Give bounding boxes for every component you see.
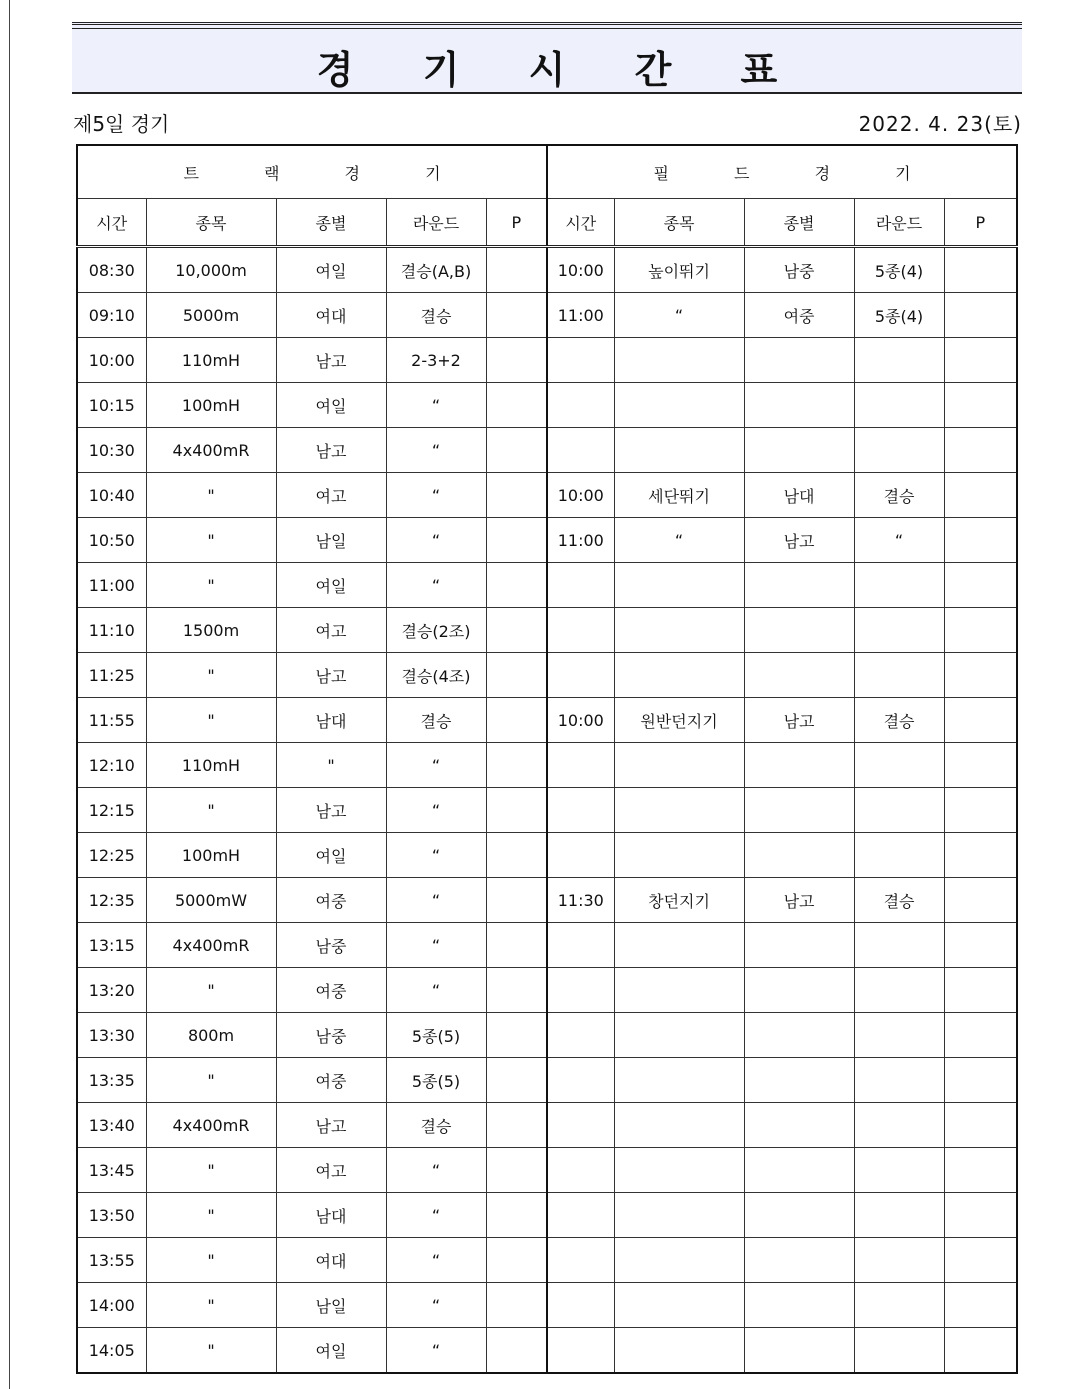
field-p-cell — [944, 428, 1017, 473]
table-row — [77, 968, 1017, 1013]
track-round-cell: “ — [386, 1238, 486, 1283]
track-event-cell: " — [146, 473, 276, 518]
field-event-cell — [614, 968, 744, 1013]
field-event-cell — [614, 563, 744, 608]
track-event-cell: " — [146, 698, 276, 743]
field-event-cell: “ — [614, 518, 744, 563]
track-p-cell — [486, 428, 547, 473]
track-event-cell: " — [146, 968, 276, 1013]
table-row — [77, 383, 1017, 428]
track-round-cell: “ — [386, 563, 486, 608]
field-round-cell: “ — [854, 518, 944, 563]
track-p-cell — [486, 473, 547, 518]
field-p-cell — [944, 1058, 1017, 1103]
track-time-cell: 14:00 — [77, 1283, 146, 1328]
track-event-cell: 1500m — [146, 608, 276, 653]
table-row — [77, 698, 1017, 743]
field-round-cell — [854, 923, 944, 968]
track-round-cell: “ — [386, 1328, 486, 1374]
track-round-cell: “ — [386, 383, 486, 428]
track-division-cell: 여일 — [276, 563, 386, 608]
track-event-cell: 800m — [146, 1013, 276, 1058]
table-row — [77, 1103, 1017, 1148]
track-event-cell: 100mH — [146, 383, 276, 428]
track-time-cell: 13:15 — [77, 923, 146, 968]
field-round-cell — [854, 1148, 944, 1193]
field-round-cell — [854, 1058, 944, 1103]
track-round-cell: “ — [386, 1193, 486, 1238]
track-division-cell: 여일 — [276, 247, 386, 293]
track-time-cell: 13:40 — [77, 1103, 146, 1148]
field-division-cell: 남고 — [744, 878, 854, 923]
field-round-cell: 5종(4) — [854, 247, 944, 293]
field-time-cell: 11:00 — [547, 518, 614, 563]
track-division-cell: 남대 — [276, 1193, 386, 1238]
field-time-cell — [547, 1328, 614, 1374]
field-time-cell — [547, 428, 614, 473]
track-division-cell: 남중 — [276, 1013, 386, 1058]
schedule-body — [77, 247, 1017, 1374]
field-event-cell: 세단뛰기 — [614, 473, 744, 518]
track-event-cell: " — [146, 1283, 276, 1328]
field-division-cell: 남대 — [744, 473, 854, 518]
field-round-cell: 5종(4) — [854, 293, 944, 338]
table-row — [77, 923, 1017, 968]
track-time-cell: 09:10 — [77, 293, 146, 338]
track-division-cell: 여고 — [276, 473, 386, 518]
track-time-cell: 11:25 — [77, 653, 146, 698]
table-row — [77, 247, 1017, 293]
track-event-cell: 110mH — [146, 338, 276, 383]
table-row — [77, 338, 1017, 383]
track-p-cell — [486, 743, 547, 788]
table-row — [77, 833, 1017, 878]
field-time-cell — [547, 1103, 614, 1148]
col-header-time: 시간 — [547, 199, 614, 247]
table-row — [77, 1013, 1017, 1058]
field-round-cell — [854, 833, 944, 878]
table-row — [77, 428, 1017, 473]
track-p-cell — [486, 1283, 547, 1328]
track-round-cell: “ — [386, 473, 486, 518]
field-division-cell — [744, 608, 854, 653]
track-division-cell: 여중 — [276, 878, 386, 923]
field-round-cell — [854, 1283, 944, 1328]
table-row — [77, 1238, 1017, 1283]
field-time-cell — [547, 653, 614, 698]
field-p-cell — [944, 1283, 1017, 1328]
field-division-cell: 남고 — [744, 518, 854, 563]
field-section-header: 필 드 경 기 — [547, 145, 1017, 199]
track-p-cell — [486, 1058, 547, 1103]
field-division-cell — [744, 1328, 854, 1374]
field-p-cell — [944, 518, 1017, 563]
field-division-cell: 여중 — [744, 293, 854, 338]
field-round-cell — [854, 563, 944, 608]
track-p-cell — [486, 1013, 547, 1058]
day-label: 제5일 경기 — [73, 112, 170, 136]
field-round-cell — [854, 1013, 944, 1058]
table-row — [77, 743, 1017, 788]
track-round-cell: 결승(A,B) — [386, 247, 486, 293]
field-p-cell — [944, 247, 1017, 293]
field-event-cell — [614, 923, 744, 968]
track-round-cell: “ — [386, 968, 486, 1013]
field-event-cell: “ — [614, 293, 744, 338]
field-round-cell — [854, 338, 944, 383]
track-event-cell: " — [146, 518, 276, 563]
table-row — [77, 878, 1017, 923]
field-p-cell — [944, 1013, 1017, 1058]
field-division-cell: 남중 — [744, 247, 854, 293]
field-event-cell — [614, 1058, 744, 1103]
track-round-cell: “ — [386, 428, 486, 473]
track-time-cell: 10:50 — [77, 518, 146, 563]
field-division-cell — [744, 1238, 854, 1283]
field-p-cell — [944, 1103, 1017, 1148]
field-p-cell — [944, 653, 1017, 698]
table-row — [77, 788, 1017, 833]
column-header-row — [77, 199, 1017, 247]
track-event-cell: " — [146, 1148, 276, 1193]
field-division-cell — [744, 428, 854, 473]
field-time-cell — [547, 1193, 614, 1238]
field-time-cell: 11:30 — [547, 878, 614, 923]
field-time-cell — [547, 338, 614, 383]
field-event-cell — [614, 428, 744, 473]
track-division-cell: 남고 — [276, 788, 386, 833]
track-round-cell: “ — [386, 1283, 486, 1328]
track-division-cell: 여고 — [276, 1148, 386, 1193]
field-p-cell — [944, 608, 1017, 653]
field-event-cell — [614, 743, 744, 788]
field-division-cell — [744, 563, 854, 608]
field-round-cell — [854, 968, 944, 1013]
field-round-cell — [854, 1103, 944, 1148]
field-time-cell — [547, 383, 614, 428]
field-division-cell — [744, 1103, 854, 1148]
field-p-cell — [944, 923, 1017, 968]
field-time-cell — [547, 608, 614, 653]
track-p-cell — [486, 518, 547, 563]
field-division-cell — [744, 743, 854, 788]
track-division-cell: 남일 — [276, 518, 386, 563]
track-time-cell: 10:00 — [77, 338, 146, 383]
track-p-cell — [486, 563, 547, 608]
table-row — [77, 473, 1017, 518]
track-event-cell: 110mH — [146, 743, 276, 788]
field-time-cell: 10:00 — [547, 473, 614, 518]
field-time-cell: 11:00 — [547, 293, 614, 338]
field-round-cell: 결승 — [854, 698, 944, 743]
track-p-cell — [486, 1193, 547, 1238]
track-p-cell — [486, 338, 547, 383]
track-event-cell: " — [146, 563, 276, 608]
field-p-cell — [944, 473, 1017, 518]
track-p-cell — [486, 608, 547, 653]
track-round-cell: “ — [386, 1148, 486, 1193]
col-header-p: P — [944, 199, 1017, 247]
track-round-cell: 5종(5) — [386, 1013, 486, 1058]
field-round-cell: 결승 — [854, 878, 944, 923]
field-division-cell — [744, 338, 854, 383]
field-time-cell — [547, 968, 614, 1013]
track-p-cell — [486, 878, 547, 923]
field-round-cell — [854, 653, 944, 698]
field-p-cell — [944, 968, 1017, 1013]
track-event-cell: " — [146, 788, 276, 833]
track-p-cell — [486, 788, 547, 833]
field-event-cell — [614, 338, 744, 383]
field-round-cell — [854, 743, 944, 788]
field-division-cell — [744, 1193, 854, 1238]
field-division-cell — [744, 1283, 854, 1328]
page-title: 경 기 시 간 표 — [316, 48, 806, 92]
track-division-cell: 여대 — [276, 1238, 386, 1283]
field-time-cell: 10:00 — [547, 247, 614, 293]
track-time-cell: 10:30 — [77, 428, 146, 473]
field-p-cell — [944, 1328, 1017, 1374]
track-p-cell — [486, 968, 547, 1013]
track-division-cell: 여일 — [276, 383, 386, 428]
track-p-cell — [486, 293, 547, 338]
field-division-cell — [744, 833, 854, 878]
track-time-cell: 13:20 — [77, 968, 146, 1013]
track-division-cell: 남대 — [276, 698, 386, 743]
track-p-cell — [486, 247, 547, 293]
track-round-cell: “ — [386, 923, 486, 968]
field-event-cell: 원반던지기 — [614, 698, 744, 743]
track-event-cell: 10,000m — [146, 247, 276, 293]
track-division-cell: 남고 — [276, 428, 386, 473]
field-time-cell — [547, 563, 614, 608]
field-round-cell — [854, 1328, 944, 1374]
track-event-cell: 100mH — [146, 833, 276, 878]
field-round-cell — [854, 383, 944, 428]
track-p-cell — [486, 698, 547, 743]
field-p-cell — [944, 338, 1017, 383]
field-p-cell — [944, 878, 1017, 923]
field-event-cell — [614, 1238, 744, 1283]
col-header-round: 라운드 — [854, 199, 944, 247]
title-banner — [72, 22, 1022, 94]
field-round-cell — [854, 788, 944, 833]
field-time-cell — [547, 1013, 614, 1058]
col-header-event: 종목 — [146, 199, 276, 247]
track-p-cell — [486, 383, 547, 428]
field-event-cell — [614, 1193, 744, 1238]
track-event-cell: 5000mW — [146, 878, 276, 923]
date-label: 2022. 4. 23(토) — [858, 112, 1022, 136]
col-header-p: P — [486, 199, 547, 247]
field-p-cell — [944, 833, 1017, 878]
col-header-division: 종별 — [744, 199, 854, 247]
field-event-cell: 창던지기 — [614, 878, 744, 923]
field-p-cell — [944, 788, 1017, 833]
field-division-cell — [744, 788, 854, 833]
table-row — [77, 653, 1017, 698]
field-p-cell — [944, 1148, 1017, 1193]
field-time-cell — [547, 788, 614, 833]
field-p-cell — [944, 383, 1017, 428]
field-time-cell: 10:00 — [547, 698, 614, 743]
track-division-cell: 남중 — [276, 923, 386, 968]
field-round-cell: 결승 — [854, 473, 944, 518]
track-event-cell: " — [146, 1238, 276, 1283]
track-time-cell: 13:50 — [77, 1193, 146, 1238]
track-time-cell: 13:45 — [77, 1148, 146, 1193]
track-round-cell: 5종(5) — [386, 1058, 486, 1103]
field-time-cell — [547, 1238, 614, 1283]
col-header-round: 라운드 — [386, 199, 486, 247]
track-round-cell: “ — [386, 518, 486, 563]
field-division-cell — [744, 968, 854, 1013]
track-p-cell — [486, 1148, 547, 1193]
track-time-cell: 11:10 — [77, 608, 146, 653]
track-p-cell — [486, 1328, 547, 1374]
field-event-cell — [614, 653, 744, 698]
track-division-cell: 남고 — [276, 653, 386, 698]
field-p-cell — [944, 743, 1017, 788]
field-time-cell — [547, 1283, 614, 1328]
track-round-cell: 결승 — [386, 1103, 486, 1148]
field-p-cell — [944, 293, 1017, 338]
track-division-cell: 여중 — [276, 968, 386, 1013]
schedule-table — [76, 144, 1018, 1374]
col-header-division: 종별 — [276, 199, 386, 247]
table-row — [77, 1283, 1017, 1328]
field-division-cell — [744, 653, 854, 698]
field-event-cell: 높이뛰기 — [614, 247, 744, 293]
field-division-cell — [744, 1058, 854, 1103]
track-time-cell: 11:55 — [77, 698, 146, 743]
field-division-cell: 남고 — [744, 698, 854, 743]
track-section-header: 트 랙 경 기 — [77, 145, 547, 199]
field-p-cell — [944, 563, 1017, 608]
field-event-cell — [614, 1328, 744, 1374]
field-event-cell — [614, 383, 744, 428]
track-round-cell: 2-3+2 — [386, 338, 486, 383]
field-event-cell — [614, 833, 744, 878]
track-division-cell: 여대 — [276, 293, 386, 338]
track-p-cell — [486, 1103, 547, 1148]
track-event-cell: 4x400mR — [146, 923, 276, 968]
track-round-cell: 결승 — [386, 293, 486, 338]
track-event-cell: 4x400mR — [146, 428, 276, 473]
track-p-cell — [486, 923, 547, 968]
field-round-cell — [854, 1193, 944, 1238]
field-division-cell — [744, 1148, 854, 1193]
table-row — [77, 1193, 1017, 1238]
field-time-cell — [547, 1058, 614, 1103]
track-time-cell: 12:25 — [77, 833, 146, 878]
table-row — [77, 518, 1017, 563]
table-row — [77, 1148, 1017, 1193]
field-p-cell — [944, 1193, 1017, 1238]
track-round-cell: “ — [386, 878, 486, 923]
track-round-cell: “ — [386, 833, 486, 878]
track-division-cell: " — [276, 743, 386, 788]
track-round-cell: “ — [386, 788, 486, 833]
field-time-cell — [547, 923, 614, 968]
track-event-cell: " — [146, 1328, 276, 1374]
track-time-cell: 11:00 — [77, 563, 146, 608]
track-time-cell: 13:30 — [77, 1013, 146, 1058]
col-header-event: 종목 — [614, 199, 744, 247]
col-header-time: 시간 — [77, 199, 146, 247]
table-row — [77, 293, 1017, 338]
field-event-cell — [614, 608, 744, 653]
table-row — [77, 1058, 1017, 1103]
track-division-cell: 남고 — [276, 338, 386, 383]
table-row — [77, 563, 1017, 608]
track-time-cell: 10:15 — [77, 383, 146, 428]
field-p-cell — [944, 698, 1017, 743]
track-time-cell: 12:35 — [77, 878, 146, 923]
field-time-cell — [547, 743, 614, 788]
track-round-cell: 결승 — [386, 698, 486, 743]
track-time-cell: 13:55 — [77, 1238, 146, 1283]
field-round-cell — [854, 1238, 944, 1283]
track-division-cell: 여고 — [276, 608, 386, 653]
track-round-cell: 결승(4조) — [386, 653, 486, 698]
field-division-cell — [744, 923, 854, 968]
track-division-cell: 남일 — [276, 1283, 386, 1328]
field-event-cell — [614, 1013, 744, 1058]
track-time-cell: 12:10 — [77, 743, 146, 788]
track-division-cell: 남고 — [276, 1103, 386, 1148]
track-event-cell: " — [146, 1058, 276, 1103]
field-time-cell — [547, 833, 614, 878]
field-division-cell — [744, 1013, 854, 1058]
table-row — [77, 1328, 1017, 1374]
field-event-cell — [614, 1148, 744, 1193]
track-event-cell: 4x400mR — [146, 1103, 276, 1148]
field-event-cell — [614, 1103, 744, 1148]
track-time-cell: 10:40 — [77, 473, 146, 518]
track-round-cell: 결승(2조) — [386, 608, 486, 653]
track-event-cell: 5000m — [146, 293, 276, 338]
page-edge — [0, 0, 10, 1389]
track-time-cell: 13:35 — [77, 1058, 146, 1103]
track-event-cell: " — [146, 653, 276, 698]
track-p-cell — [486, 653, 547, 698]
track-p-cell — [486, 833, 547, 878]
track-time-cell: 08:30 — [77, 247, 146, 293]
track-event-cell: " — [146, 1193, 276, 1238]
track-division-cell: 여일 — [276, 1328, 386, 1374]
field-event-cell — [614, 788, 744, 833]
track-round-cell: “ — [386, 743, 486, 788]
track-p-cell — [486, 1238, 547, 1283]
field-round-cell — [854, 608, 944, 653]
table-row — [77, 608, 1017, 653]
field-time-cell — [547, 1148, 614, 1193]
track-division-cell: 여중 — [276, 1058, 386, 1103]
field-division-cell — [744, 383, 854, 428]
field-round-cell — [854, 428, 944, 473]
track-time-cell: 12:15 — [77, 788, 146, 833]
field-event-cell — [614, 1283, 744, 1328]
field-p-cell — [944, 1238, 1017, 1283]
track-division-cell: 여일 — [276, 833, 386, 878]
track-time-cell: 14:05 — [77, 1328, 146, 1374]
